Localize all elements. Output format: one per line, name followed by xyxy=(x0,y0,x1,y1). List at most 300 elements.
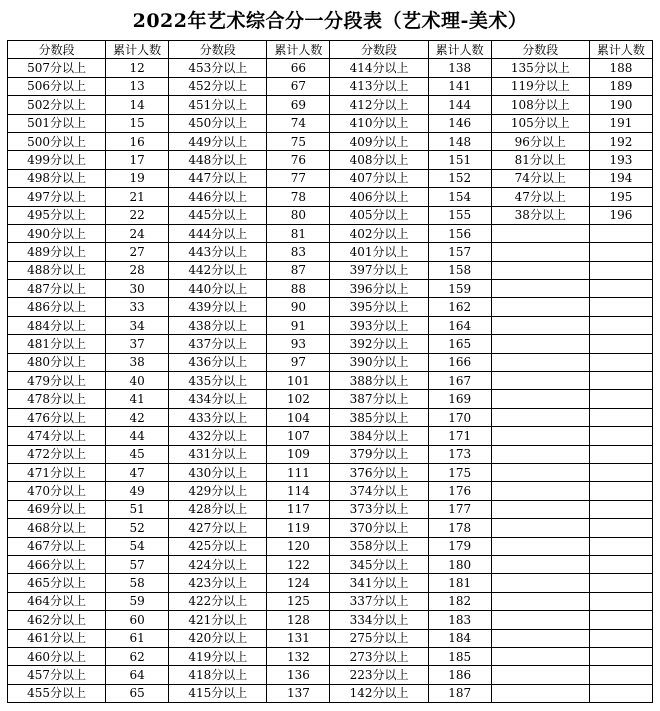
header-score-range: 分数段 xyxy=(169,41,267,59)
score-range-cell xyxy=(491,261,589,279)
cumulative-count-cell xyxy=(589,408,652,426)
cumulative-count-cell: 184 xyxy=(428,629,491,647)
cumulative-count-cell: 49 xyxy=(106,482,169,500)
score-range-cell: 445分以上 xyxy=(169,206,267,224)
cumulative-count-cell: 42 xyxy=(106,408,169,426)
score-range-cell xyxy=(491,463,589,481)
table-row xyxy=(8,59,653,77)
cumulative-count-cell: 81 xyxy=(267,224,330,242)
score-range-cell: 434分以上 xyxy=(169,390,267,408)
cumulative-count-cell xyxy=(589,261,652,279)
cumulative-count-cell xyxy=(589,224,652,242)
score-range-cell xyxy=(491,482,589,500)
cumulative-count-cell: 61 xyxy=(106,629,169,647)
cumulative-count-cell: 180 xyxy=(428,555,491,573)
score-range-cell: 470分以上 xyxy=(8,482,106,500)
score-range-cell: 273分以上 xyxy=(330,647,428,665)
cumulative-count-cell: 14 xyxy=(106,96,169,114)
score-range-cell: 461分以上 xyxy=(8,629,106,647)
header-score-range: 分数段 xyxy=(8,41,106,59)
header-cumulative-count: 累计人数 xyxy=(106,41,169,59)
score-range-cell: 96分以上 xyxy=(491,132,589,150)
score-range-cell: 431分以上 xyxy=(169,445,267,463)
score-range-cell: 502分以上 xyxy=(8,96,106,114)
score-range-cell: 423分以上 xyxy=(169,574,267,592)
table-header-row xyxy=(8,41,653,59)
score-range-cell: 341分以上 xyxy=(330,574,428,592)
cumulative-count-cell xyxy=(589,372,652,390)
table-row xyxy=(8,592,653,610)
score-range-cell: 392分以上 xyxy=(330,335,428,353)
cumulative-count-cell xyxy=(589,482,652,500)
score-range-cell: 498分以上 xyxy=(8,169,106,187)
score-range-cell xyxy=(491,574,589,592)
score-range-cell: 373分以上 xyxy=(330,500,428,518)
score-range-cell: 446分以上 xyxy=(169,188,267,206)
cumulative-count-cell: 148 xyxy=(428,132,491,150)
score-range-cell: 462分以上 xyxy=(8,611,106,629)
cumulative-count-cell: 38 xyxy=(106,353,169,371)
table-row xyxy=(8,335,653,353)
score-range-cell: 376分以上 xyxy=(330,463,428,481)
cumulative-count-cell: 157 xyxy=(428,243,491,261)
cumulative-count-cell: 109 xyxy=(267,445,330,463)
cumulative-count-cell: 125 xyxy=(267,592,330,610)
score-range-cell xyxy=(491,335,589,353)
table-row xyxy=(8,408,653,426)
cumulative-count-cell: 67 xyxy=(267,77,330,95)
score-range-cell xyxy=(491,519,589,537)
cumulative-count-cell: 131 xyxy=(267,629,330,647)
cumulative-count-cell: 104 xyxy=(267,408,330,426)
table-row xyxy=(8,519,653,537)
cumulative-count-cell: 13 xyxy=(106,77,169,95)
cumulative-count-cell: 164 xyxy=(428,316,491,334)
score-range-cell: 74分以上 xyxy=(491,169,589,187)
cumulative-count-cell: 182 xyxy=(428,592,491,610)
score-range-cell: 47分以上 xyxy=(491,188,589,206)
score-range-cell: 437分以上 xyxy=(169,335,267,353)
cumulative-count-cell: 66 xyxy=(267,59,330,77)
cumulative-count-cell: 144 xyxy=(428,96,491,114)
score-range-cell: 487分以上 xyxy=(8,280,106,298)
score-range-cell: 443分以上 xyxy=(169,243,267,261)
score-range-cell: 405分以上 xyxy=(330,206,428,224)
cumulative-count-cell: 154 xyxy=(428,188,491,206)
score-range-cell: 486分以上 xyxy=(8,298,106,316)
cumulative-count-cell: 137 xyxy=(267,684,330,702)
score-range-cell xyxy=(491,555,589,573)
cumulative-count-cell: 90 xyxy=(267,298,330,316)
cumulative-count-cell xyxy=(589,684,652,702)
cumulative-count-cell: 74 xyxy=(267,114,330,132)
cumulative-count-cell: 158 xyxy=(428,261,491,279)
score-range-cell: 428分以上 xyxy=(169,500,267,518)
score-range-cell: 451分以上 xyxy=(169,96,267,114)
cumulative-count-cell: 141 xyxy=(428,77,491,95)
cumulative-count-cell: 17 xyxy=(106,151,169,169)
table-row xyxy=(8,298,653,316)
cumulative-count-cell: 28 xyxy=(106,261,169,279)
score-range-cell xyxy=(491,243,589,261)
cumulative-count-cell: 138 xyxy=(428,59,491,77)
cumulative-count-cell xyxy=(589,500,652,518)
cumulative-count-cell: 171 xyxy=(428,427,491,445)
cumulative-count-cell xyxy=(589,298,652,316)
cumulative-count-cell: 21 xyxy=(106,188,169,206)
score-range-cell: 379分以上 xyxy=(330,445,428,463)
cumulative-count-cell: 124 xyxy=(267,574,330,592)
score-range-cell: 223分以上 xyxy=(330,666,428,684)
header-score-range: 分数段 xyxy=(491,41,589,59)
table-body xyxy=(8,59,653,703)
score-range-cell xyxy=(491,592,589,610)
score-range-cell: 469分以上 xyxy=(8,500,106,518)
table-row xyxy=(8,132,653,150)
cumulative-count-cell: 195 xyxy=(589,188,652,206)
score-range-cell: 412分以上 xyxy=(330,96,428,114)
score-range-cell: 374分以上 xyxy=(330,482,428,500)
cumulative-count-cell: 146 xyxy=(428,114,491,132)
cumulative-count-cell: 16 xyxy=(106,132,169,150)
score-range-cell: 388分以上 xyxy=(330,372,428,390)
cumulative-count-cell: 155 xyxy=(428,206,491,224)
cumulative-count-cell: 128 xyxy=(267,611,330,629)
cumulative-count-cell: 41 xyxy=(106,390,169,408)
score-range-cell: 472分以上 xyxy=(8,445,106,463)
cumulative-count-cell xyxy=(589,463,652,481)
cumulative-count-cell: 27 xyxy=(106,243,169,261)
cumulative-count-cell: 170 xyxy=(428,408,491,426)
cumulative-count-cell xyxy=(589,316,652,334)
table-row xyxy=(8,390,653,408)
cumulative-count-cell xyxy=(589,629,652,647)
cumulative-count-cell xyxy=(589,666,652,684)
cumulative-count-cell: 54 xyxy=(106,537,169,555)
score-range-cell: 108分以上 xyxy=(491,96,589,114)
cumulative-count-cell: 62 xyxy=(106,647,169,665)
score-range-cell: 471分以上 xyxy=(8,463,106,481)
cumulative-count-cell: 159 xyxy=(428,280,491,298)
table-row xyxy=(8,188,653,206)
score-range-cell xyxy=(491,611,589,629)
cumulative-count-cell: 60 xyxy=(106,611,169,629)
score-range-cell: 38分以上 xyxy=(491,206,589,224)
page-title: 2022年艺术综合分一分段表（艺术理-美术） xyxy=(132,10,528,32)
score-range-cell: 465分以上 xyxy=(8,574,106,592)
score-range-cell: 387分以上 xyxy=(330,390,428,408)
table-row xyxy=(8,574,653,592)
score-range-cell: 490分以上 xyxy=(8,224,106,242)
score-range-cell xyxy=(491,298,589,316)
score-range-cell: 105分以上 xyxy=(491,114,589,132)
cumulative-count-cell: 169 xyxy=(428,390,491,408)
cumulative-count-cell: 166 xyxy=(428,353,491,371)
score-range-cell: 435分以上 xyxy=(169,372,267,390)
table-row xyxy=(8,647,653,665)
cumulative-count-cell: 15 xyxy=(106,114,169,132)
cumulative-count-cell: 176 xyxy=(428,482,491,500)
cumulative-count-cell xyxy=(589,335,652,353)
score-range-cell: 427分以上 xyxy=(169,519,267,537)
cumulative-count-cell: 64 xyxy=(106,666,169,684)
table-row xyxy=(8,151,653,169)
score-range-cell: 468分以上 xyxy=(8,519,106,537)
score-range-cell xyxy=(491,372,589,390)
cumulative-count-cell xyxy=(589,445,652,463)
score-range-cell: 457分以上 xyxy=(8,666,106,684)
score-range-cell: 385分以上 xyxy=(330,408,428,426)
score-range-cell: 407分以上 xyxy=(330,169,428,187)
table-row xyxy=(8,611,653,629)
cumulative-count-cell: 19 xyxy=(106,169,169,187)
cumulative-count-cell: 177 xyxy=(428,500,491,518)
cumulative-count-cell: 191 xyxy=(589,114,652,132)
cumulative-count-cell: 117 xyxy=(267,500,330,518)
score-range-cell: 401分以上 xyxy=(330,243,428,261)
cumulative-count-cell xyxy=(589,390,652,408)
cumulative-count-cell: 91 xyxy=(267,316,330,334)
score-range-cell: 419分以上 xyxy=(169,647,267,665)
cumulative-count-cell: 33 xyxy=(106,298,169,316)
table-row xyxy=(8,684,653,702)
table-row xyxy=(8,316,653,334)
score-range-cell: 450分以上 xyxy=(169,114,267,132)
cumulative-count-cell: 107 xyxy=(267,427,330,445)
cumulative-count-cell: 76 xyxy=(267,151,330,169)
cumulative-count-cell xyxy=(589,519,652,537)
cumulative-count-cell: 37 xyxy=(106,335,169,353)
cumulative-count-cell xyxy=(589,592,652,610)
score-table xyxy=(7,40,653,703)
cumulative-count-cell: 52 xyxy=(106,519,169,537)
cumulative-count-cell: 122 xyxy=(267,555,330,573)
score-range-cell: 370分以上 xyxy=(330,519,428,537)
score-range-cell: 410分以上 xyxy=(330,114,428,132)
cumulative-count-cell: 165 xyxy=(428,335,491,353)
score-range-cell: 453分以上 xyxy=(169,59,267,77)
cumulative-count-cell: 179 xyxy=(428,537,491,555)
cumulative-count-cell: 45 xyxy=(106,445,169,463)
header-cumulative-count: 累计人数 xyxy=(267,41,330,59)
score-range-cell: 460分以上 xyxy=(8,647,106,665)
score-range-cell: 442分以上 xyxy=(169,261,267,279)
table-row xyxy=(8,372,653,390)
cumulative-count-cell: 69 xyxy=(267,96,330,114)
score-range-cell: 432分以上 xyxy=(169,427,267,445)
score-range-cell: 484分以上 xyxy=(8,316,106,334)
table-row xyxy=(8,463,653,481)
score-range-cell: 476分以上 xyxy=(8,408,106,426)
score-range-cell: 507分以上 xyxy=(8,59,106,77)
cumulative-count-cell: 178 xyxy=(428,519,491,537)
score-range-cell: 395分以上 xyxy=(330,298,428,316)
table-row xyxy=(8,482,653,500)
cumulative-count-cell: 77 xyxy=(267,169,330,187)
cumulative-count-cell: 152 xyxy=(428,169,491,187)
cumulative-count-cell: 111 xyxy=(267,463,330,481)
score-range-cell: 474分以上 xyxy=(8,427,106,445)
table-row xyxy=(8,224,653,242)
score-range-cell xyxy=(491,224,589,242)
score-range-cell: 345分以上 xyxy=(330,555,428,573)
score-range-cell xyxy=(491,445,589,463)
score-range-cell: 439分以上 xyxy=(169,298,267,316)
table-row xyxy=(8,77,653,95)
score-range-cell: 429分以上 xyxy=(169,482,267,500)
score-range-cell: 358分以上 xyxy=(330,537,428,555)
score-range-cell: 497分以上 xyxy=(8,188,106,206)
table-row xyxy=(8,169,653,187)
score-range-cell: 135分以上 xyxy=(491,59,589,77)
cumulative-count-cell: 186 xyxy=(428,666,491,684)
cumulative-count-cell: 192 xyxy=(589,132,652,150)
score-range-cell xyxy=(491,647,589,665)
table-row xyxy=(8,629,653,647)
cumulative-count-cell: 30 xyxy=(106,280,169,298)
table-row xyxy=(8,261,653,279)
score-range-cell xyxy=(491,280,589,298)
score-range-cell: 81分以上 xyxy=(491,151,589,169)
score-range-cell xyxy=(491,353,589,371)
score-range-cell: 430分以上 xyxy=(169,463,267,481)
cumulative-count-cell: 58 xyxy=(106,574,169,592)
cumulative-count-cell: 44 xyxy=(106,427,169,445)
cumulative-count-cell xyxy=(589,611,652,629)
cumulative-count-cell: 57 xyxy=(106,555,169,573)
cumulative-count-cell xyxy=(589,243,652,261)
table-row xyxy=(8,114,653,132)
score-range-cell: 501分以上 xyxy=(8,114,106,132)
cumulative-count-cell: 193 xyxy=(589,151,652,169)
cumulative-count-cell: 136 xyxy=(267,666,330,684)
cumulative-count-cell: 75 xyxy=(267,132,330,150)
score-range-cell: 406分以上 xyxy=(330,188,428,206)
score-range-cell xyxy=(491,408,589,426)
cumulative-count-cell: 12 xyxy=(106,59,169,77)
cumulative-count-cell: 175 xyxy=(428,463,491,481)
score-range-cell: 337分以上 xyxy=(330,592,428,610)
cumulative-count-cell xyxy=(589,280,652,298)
table-row xyxy=(8,96,653,114)
cumulative-count-cell xyxy=(589,574,652,592)
cumulative-count-cell: 24 xyxy=(106,224,169,242)
cumulative-count-cell: 183 xyxy=(428,611,491,629)
cumulative-count-cell: 194 xyxy=(589,169,652,187)
score-range-cell: 480分以上 xyxy=(8,353,106,371)
score-range-cell: 444分以上 xyxy=(169,224,267,242)
score-range-cell: 402分以上 xyxy=(330,224,428,242)
cumulative-count-cell: 196 xyxy=(589,206,652,224)
score-range-cell: 479分以上 xyxy=(8,372,106,390)
score-range-cell: 390分以上 xyxy=(330,353,428,371)
cumulative-count-cell: 187 xyxy=(428,684,491,702)
score-range-cell: 506分以上 xyxy=(8,77,106,95)
score-range-cell xyxy=(491,537,589,555)
cumulative-count-cell: 167 xyxy=(428,372,491,390)
score-range-cell: 275分以上 xyxy=(330,629,428,647)
score-range-cell xyxy=(491,500,589,518)
score-range-cell: 448分以上 xyxy=(169,151,267,169)
score-range-cell xyxy=(491,427,589,445)
cumulative-count-cell: 119 xyxy=(267,519,330,537)
cumulative-count-cell: 78 xyxy=(267,188,330,206)
cumulative-count-cell: 34 xyxy=(106,316,169,334)
header-cumulative-count: 累计人数 xyxy=(589,41,652,59)
score-range-cell: 452分以上 xyxy=(169,77,267,95)
header-cumulative-count: 累计人数 xyxy=(428,41,491,59)
cumulative-count-cell: 188 xyxy=(589,59,652,77)
table-row xyxy=(8,353,653,371)
score-range-cell: 396分以上 xyxy=(330,280,428,298)
cumulative-count-cell: 189 xyxy=(589,77,652,95)
cumulative-count-cell: 132 xyxy=(267,647,330,665)
score-range-cell: 440分以上 xyxy=(169,280,267,298)
score-range-cell: 478分以上 xyxy=(8,390,106,408)
cumulative-count-cell: 162 xyxy=(428,298,491,316)
score-range-cell: 489分以上 xyxy=(8,243,106,261)
table-row xyxy=(8,206,653,224)
score-range-cell: 424分以上 xyxy=(169,555,267,573)
score-range-cell: 414分以上 xyxy=(330,59,428,77)
cumulative-count-cell xyxy=(589,353,652,371)
score-range-cell: 495分以上 xyxy=(8,206,106,224)
table-row xyxy=(8,445,653,463)
score-range-cell: 500分以上 xyxy=(8,132,106,150)
table-row xyxy=(8,666,653,684)
cumulative-count-cell xyxy=(589,555,652,573)
score-range-cell: 499分以上 xyxy=(8,151,106,169)
cumulative-count-cell: 51 xyxy=(106,500,169,518)
score-range-cell: 408分以上 xyxy=(330,151,428,169)
score-range-cell: 422分以上 xyxy=(169,592,267,610)
cumulative-count-cell: 120 xyxy=(267,537,330,555)
cumulative-count-cell: 185 xyxy=(428,647,491,665)
score-range-cell: 455分以上 xyxy=(8,684,106,702)
cumulative-count-cell: 93 xyxy=(267,335,330,353)
score-range-cell: 421分以上 xyxy=(169,611,267,629)
cumulative-count-cell: 87 xyxy=(267,261,330,279)
cumulative-count-cell: 59 xyxy=(106,592,169,610)
cumulative-count-cell: 173 xyxy=(428,445,491,463)
cumulative-count-cell: 190 xyxy=(589,96,652,114)
cumulative-count-cell: 151 xyxy=(428,151,491,169)
score-range-cell: 436分以上 xyxy=(169,353,267,371)
table-row xyxy=(8,537,653,555)
score-range-cell: 425分以上 xyxy=(169,537,267,555)
score-range-cell: 481分以上 xyxy=(8,335,106,353)
score-range-cell: 467分以上 xyxy=(8,537,106,555)
cumulative-count-cell: 40 xyxy=(106,372,169,390)
table-row xyxy=(8,555,653,573)
cumulative-count-cell: 80 xyxy=(267,206,330,224)
score-range-cell: 464分以上 xyxy=(8,592,106,610)
score-range-cell: 409分以上 xyxy=(330,132,428,150)
cumulative-count-cell: 97 xyxy=(267,353,330,371)
cumulative-count-cell: 114 xyxy=(267,482,330,500)
score-range-cell: 418分以上 xyxy=(169,666,267,684)
score-range-cell: 415分以上 xyxy=(169,684,267,702)
cumulative-count-cell: 65 xyxy=(106,684,169,702)
score-range-cell: 447分以上 xyxy=(169,169,267,187)
table-row xyxy=(8,243,653,261)
score-range-cell: 438分以上 xyxy=(169,316,267,334)
score-range-cell xyxy=(491,390,589,408)
score-range-cell xyxy=(491,316,589,334)
cumulative-count-cell: 181 xyxy=(428,574,491,592)
cumulative-count-cell xyxy=(589,537,652,555)
header-score-range: 分数段 xyxy=(330,41,428,59)
